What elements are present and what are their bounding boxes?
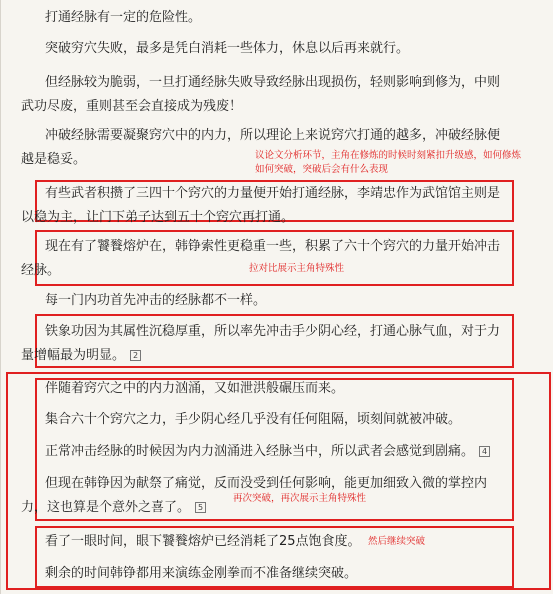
annotation-analysis-line2: 如何突破，突破后会有什么表现 [255, 164, 389, 175]
paragraph-14: 剩余的时间韩铮都用来演练金刚拳而不准备继续突破。 [45, 566, 358, 581]
paragraph-11: 正常冲击经脉的时候因为内力汹涌进入经脉当中，所以武者会感觉到剧痛。 4 [45, 440, 490, 464]
paragraph-6: 现在有了饕餮熔炉在，韩铮索性更稳重一些，积累了六十个窍穴的力量开始冲击 经脉。 [21, 239, 501, 278]
footnote-marker-4[interactable]: 4 [479, 446, 490, 457]
paragraph-9: 伴随着窍穴之中的内力汹涌，又如泄洪般碾压而来。 [45, 381, 345, 396]
annotation-continue: 然后继续突破 [368, 536, 426, 547]
paragraph-3: 但经脉较为脆弱，一旦打通经脉失败导致经脉出现损伤，轻则影响到修为，中则 武功尽废，重则甚至会直接成为残废！ [21, 75, 501, 114]
paragraph-1: 打通经脉有一定的危险性。 [45, 10, 202, 25]
paragraph-7: 每一门内功首先冲击的经脉都不一样。 [45, 293, 267, 308]
annotation-analysis-line1: 议论文分析环节，主角在修炼的时候时刻紧扣升级感，如何修炼 [255, 150, 522, 161]
annotation-contrast: 拉对比展示主角特殊性 [249, 263, 345, 274]
paragraph-5: 有些武者积攒了三四十个窍穴的力量便开始打通经脉，李靖忠作为武馆馆主则是 以稳为主，让门下弟子达到五十个窍穴再打通。 [21, 186, 501, 225]
paragraph-8: 铁象功因为其属性沉稳厚重，所以率先冲击手少阴心经，打通心脉气血，对于力 量增幅最为明显。 2 [21, 324, 501, 363]
paragraph-13: 看了一眼时间，眼下饕餮熔炉已经消耗了25点饱食度。 [45, 534, 361, 549]
footnote-marker-5[interactable]: 5 [195, 502, 206, 513]
paragraph-12: 但现在韩铮因为献祭了痛觉，反而没受到任何影响，能更加细致入微的掌控内 力，这也算是个意外之喜了。 5 [21, 476, 488, 515]
annotation-breakthrough: 再次突破，再次展示主角特殊性 [233, 493, 367, 504]
paragraph-4: 冲破经脉需要凝聚窍穴中的内力，所以理论上来说窍穴打通的越多，冲破经脉便 越是稳妥。 [21, 128, 501, 167]
paragraph-10: 集合六十个窍穴之力，手少阴心经几乎没有任何阻隔，顷刻间就被冲破。 [45, 412, 462, 427]
paragraph-2: 突破穷穴失败，最多是凭白消耗一些体力，休息以后再来就行。 [45, 41, 410, 56]
footnote-marker-2[interactable]: 2 [130, 350, 141, 361]
